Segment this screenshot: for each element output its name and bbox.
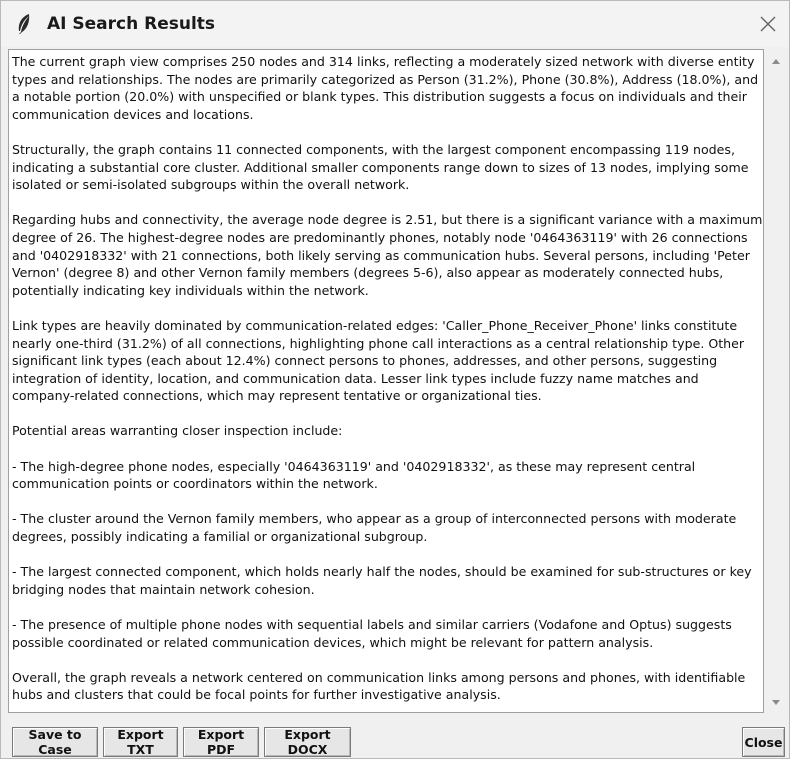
results-paragraph: Regarding hubs and connectivity, the average node degree is 2.51, but there is a significant variance with a maximum degree of 26. The highest-degree nodes are predominantly phones, notably node '0464363119' with 26 connections and '0402918332' with 21 connections, both likely serving as communication hubs. Several persons, including 'Peter Vernon' (degree 8) and other Vernon family members (degrees 5-6), also appear as moderately connected hubs, potentially indicating key individuals within the network.	[12, 212, 763, 298]
results-paragraph: - The cluster around the Vernon family members, who appear as a group of interconnected persons with moderate degrees, possibly indicating a familial or organizational subgroup.	[12, 511, 737, 545]
export-txt-button[interactable]: Export TXT	[103, 727, 178, 757]
export-docx-button[interactable]: Export DOCX	[264, 727, 351, 757]
feather-icon	[15, 13, 33, 35]
close-icon[interactable]	[757, 13, 779, 35]
scroll-down-arrow-icon[interactable]	[772, 700, 780, 705]
results-text	[12, 53, 764, 713]
results-paragraph: Potential areas warranting closer inspection include:	[12, 423, 343, 439]
results-text-area[interactable]	[8, 49, 764, 713]
save-to-case-button[interactable]: Save to Case	[12, 727, 98, 757]
window-title: AI Search Results	[47, 14, 216, 34]
results-paragraph: - The largest connected component, which holds nearly half the nodes, should be examined for sub-structures or key bridging nodes that maintain network cohesion.	[12, 564, 752, 597]
results-paragraph: - The presence of multiple phone nodes with sequential labels and similar carriers (Vodafone and Optus) suggests possible coordinated or related communication devices, which might be relevant for pattern analysis.	[12, 617, 732, 650]
results-paragraph: - The high-degree phone nodes, especially '0464363119' and '0402918332', as these may represent central communication points or coordinators within the network.	[12, 458, 696, 492]
results-paragraph: Link types are heavily dominated by communication-related edges: 'Caller_Phone_Receiver_Phone' links constitute nearly one-third (31.2%) of all connections, highlighting phone call interactions as a central relationship type. Other significant link types (each about 12.4%) connect persons to phones, addresses, and other persons, suggesting integration of identity, location, and communication data. Lesser link types include fuzzy name matches and company-related connections, which may represent tentative or organizational ties.	[12, 317, 745, 404]
results-paragraph: The current graph view comprises 250 nodes and 314 links, reflecting a moderately sized network with diverse entity types and relationships. The nodes are primarily categorized as Person (31.2%), Phone (30.8%), Address (18.0%), and a notable portion (20.0%) with unspecified or blank types. This distribution suggests a focus on individuals and their communication devices and locations.	[12, 54, 759, 122]
results-paragraph: Structurally, the graph contains 11 connected components, with the largest component encompassing 119 nodes, indicating a substantial core cluster. Additional smaller components range down to sizes of 13 nodes, implying some isolated or semi-isolated subgroups within the overall network.	[12, 141, 749, 193]
close-button[interactable]: Close	[742, 727, 785, 757]
scroll-up-arrow-icon[interactable]	[772, 59, 780, 64]
vertical-scrollbar[interactable]	[766, 49, 788, 713]
export-pdf-button[interactable]: Export PDF	[183, 727, 259, 757]
results-paragraph: Overall, the graph reveals a network centered on communication links among persons and phones, with identifiable hubs and clusters that could be focal points for further investigative analysis.	[12, 669, 746, 703]
title-bar[interactable]	[1, 1, 789, 47]
